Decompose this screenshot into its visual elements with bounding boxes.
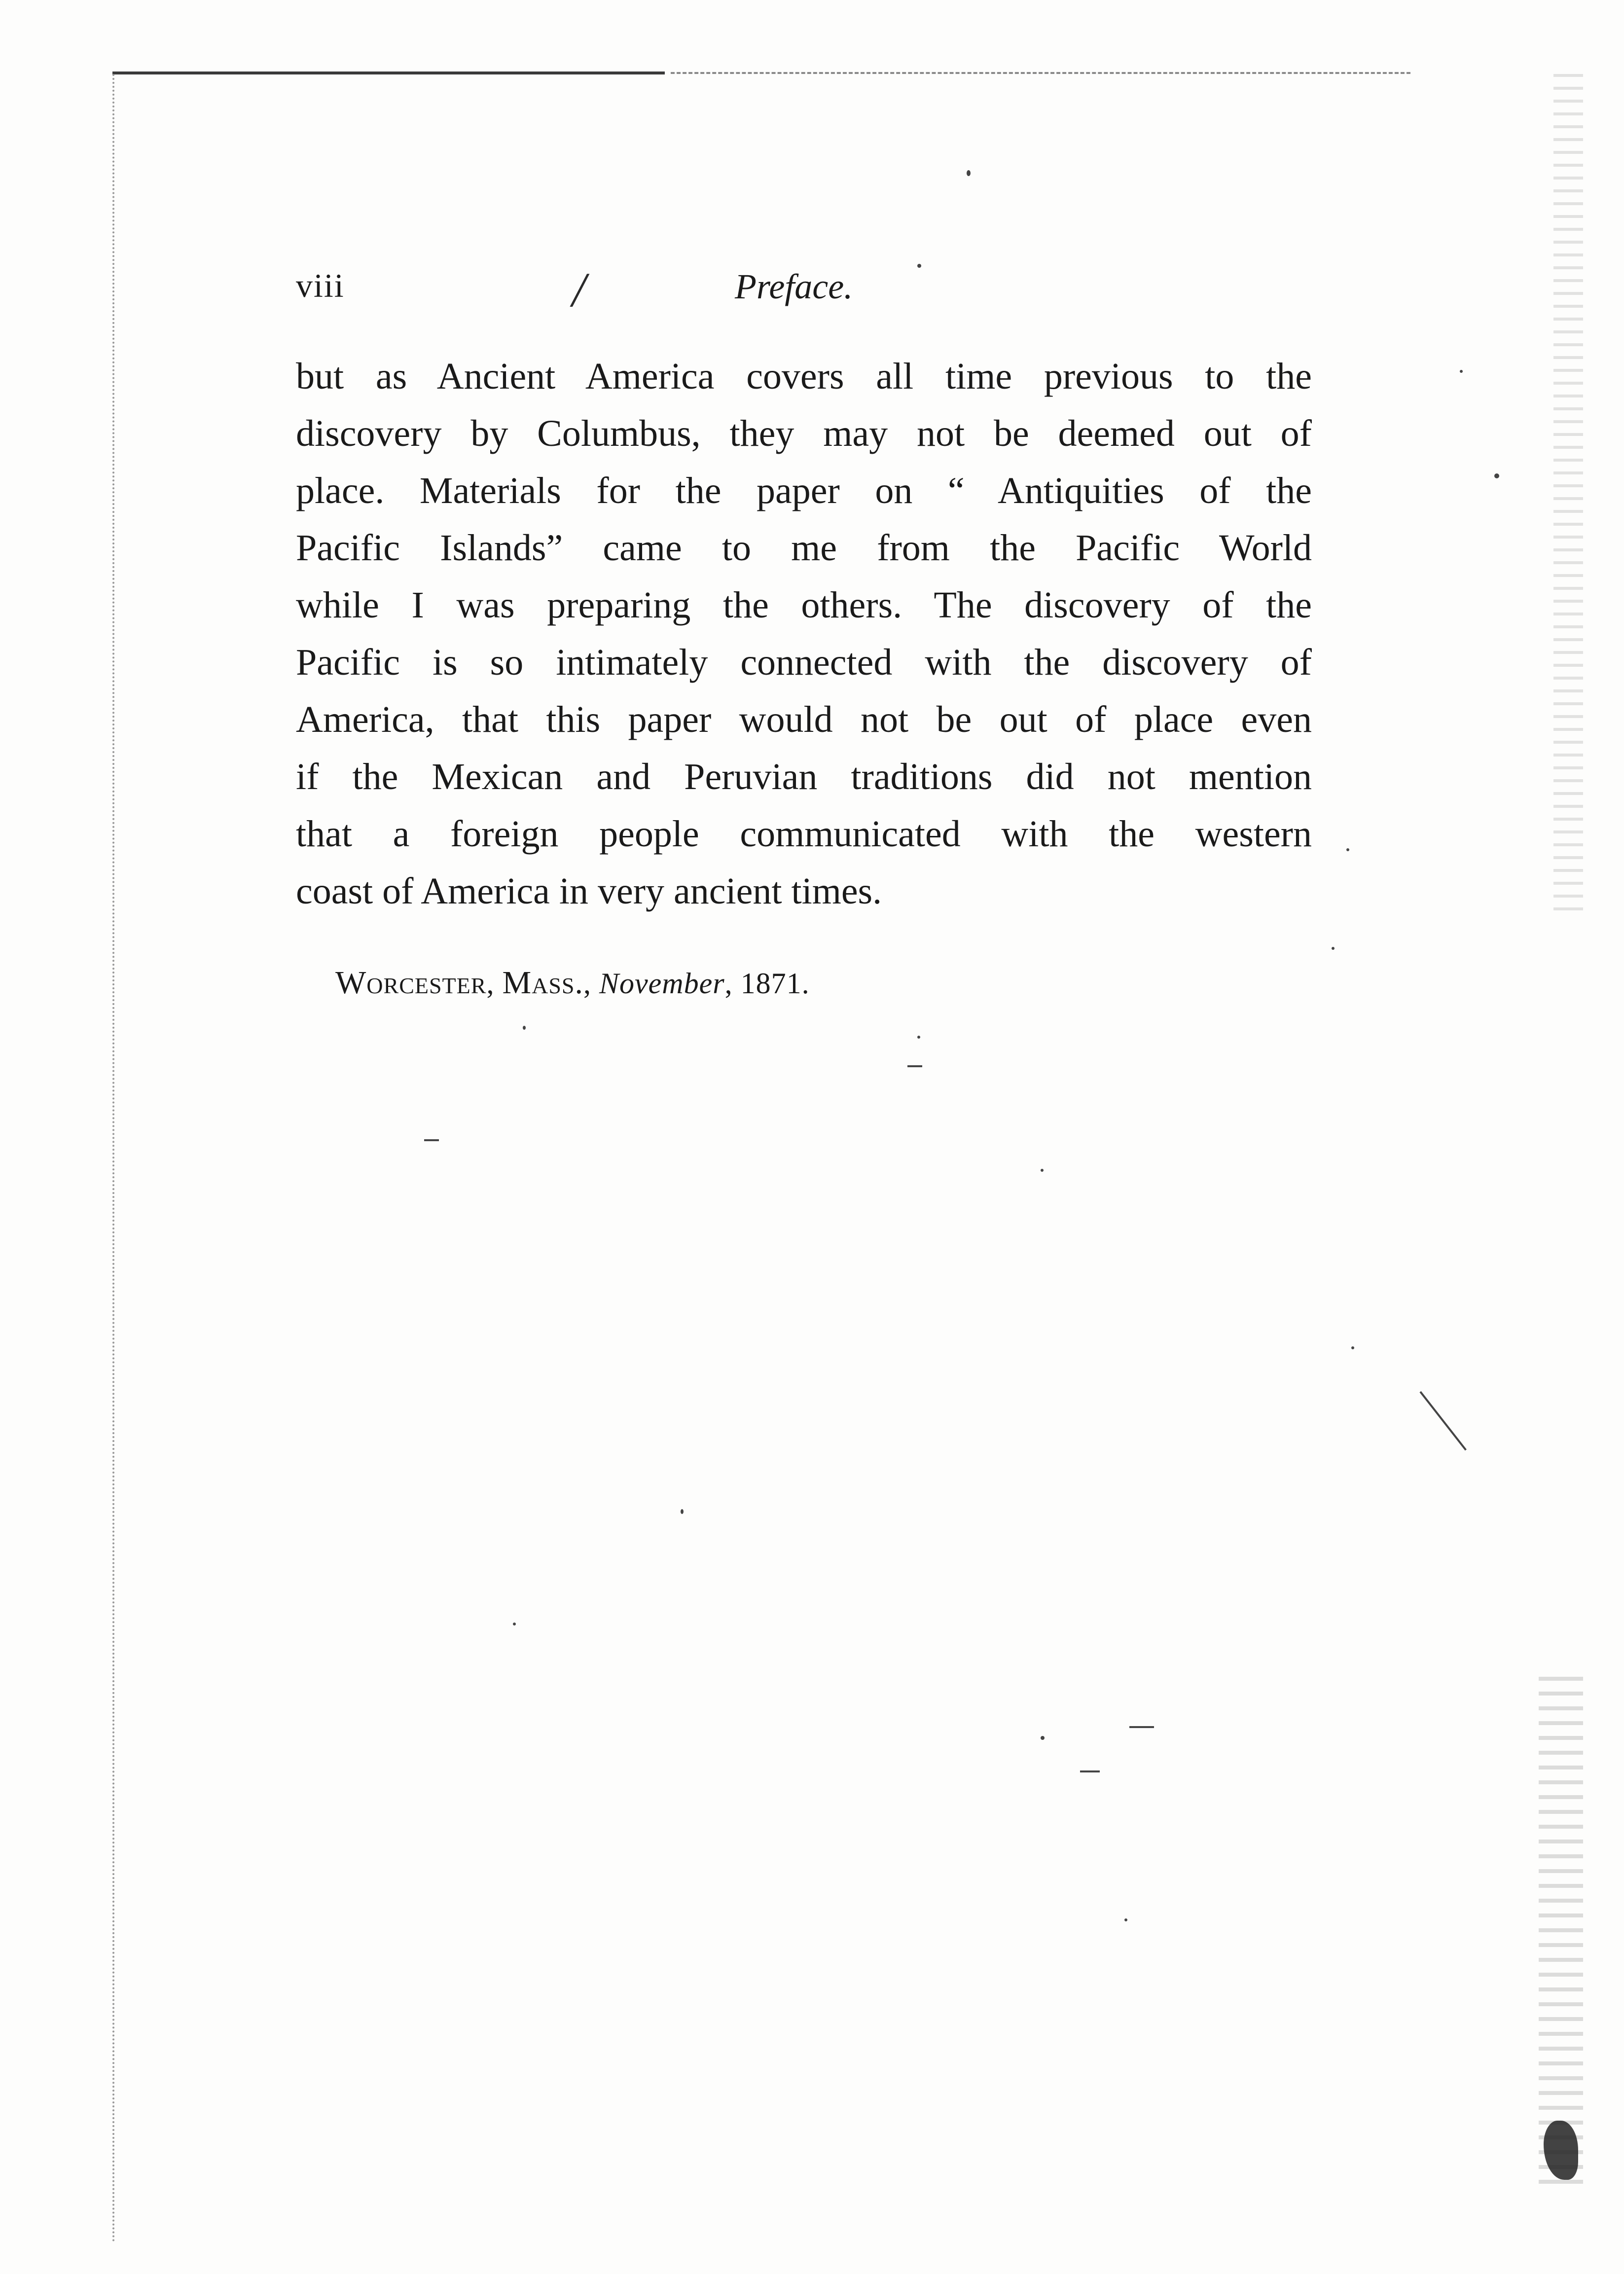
body-line: if the Mexican and Peruvian traditions did not mention bbox=[296, 756, 1312, 797]
pencil-slash-mark: / bbox=[572, 262, 586, 317]
scan-speck bbox=[1041, 1169, 1044, 1172]
signature-comma: , bbox=[724, 967, 741, 1000]
body-line: that a foreign people communicated with the western bbox=[296, 813, 1312, 855]
body-line: discovery by Columbus, they may not be deemed out of bbox=[296, 413, 1312, 454]
scan-speck bbox=[681, 1509, 684, 1514]
scan-speck bbox=[513, 1623, 516, 1625]
scan-speck bbox=[1460, 370, 1463, 373]
signature-month: November bbox=[599, 967, 725, 1000]
scan-speck bbox=[1494, 473, 1499, 478]
scan-speck bbox=[1041, 1736, 1045, 1740]
left-page-edge bbox=[112, 74, 114, 2244]
scan-speck bbox=[967, 170, 971, 176]
scan-speck bbox=[1351, 1346, 1354, 1349]
body-line: place. Materials for the paper on “ Antiquities of the bbox=[296, 470, 1312, 511]
signature-state: Mass. bbox=[502, 965, 584, 1001]
scan-speck bbox=[1332, 947, 1335, 950]
signature-comma: , bbox=[486, 967, 503, 1000]
scan-speck bbox=[523, 1026, 526, 1030]
top-rule-faint bbox=[671, 72, 1410, 74]
scan-stroke bbox=[907, 1065, 922, 1067]
page-header bbox=[296, 262, 1307, 321]
right-page-edge-bottom bbox=[1539, 1677, 1583, 2195]
body-line: Pacific is so intimately connected with the discovery of bbox=[296, 642, 1312, 683]
signature-comma: , bbox=[583, 967, 600, 1000]
scan-speck bbox=[917, 264, 921, 268]
scan-stroke bbox=[1080, 1770, 1100, 1772]
scan-speck bbox=[917, 1036, 920, 1039]
page-number: viii bbox=[296, 267, 345, 304]
body-line: while I was preparing the others. The discovery of the bbox=[296, 584, 1312, 626]
body-line: Pacific Islands” came to me from the Pacific World bbox=[296, 527, 1312, 569]
signature-year: 1871. bbox=[740, 967, 810, 1000]
signature-city: Worcester bbox=[335, 965, 487, 1001]
place-date-signature bbox=[335, 964, 810, 1002]
body-line: but as Ancient America covers all time previous to the bbox=[296, 356, 1312, 397]
scan-stroke bbox=[424, 1139, 439, 1141]
body-line: coast of America in very ancient times. bbox=[296, 870, 882, 912]
scan-speck bbox=[1346, 848, 1349, 851]
scan-stroke bbox=[1419, 1391, 1467, 1451]
scan-speck bbox=[1124, 1918, 1127, 1921]
scan-stroke bbox=[1129, 1726, 1154, 1728]
preface-body bbox=[296, 348, 1312, 920]
right-page-edge-top bbox=[1553, 74, 1583, 912]
top-rule bbox=[112, 72, 665, 74]
body-line: America, that this paper would not be out of place even bbox=[296, 699, 1312, 740]
running-title: Preface. bbox=[735, 267, 853, 306]
